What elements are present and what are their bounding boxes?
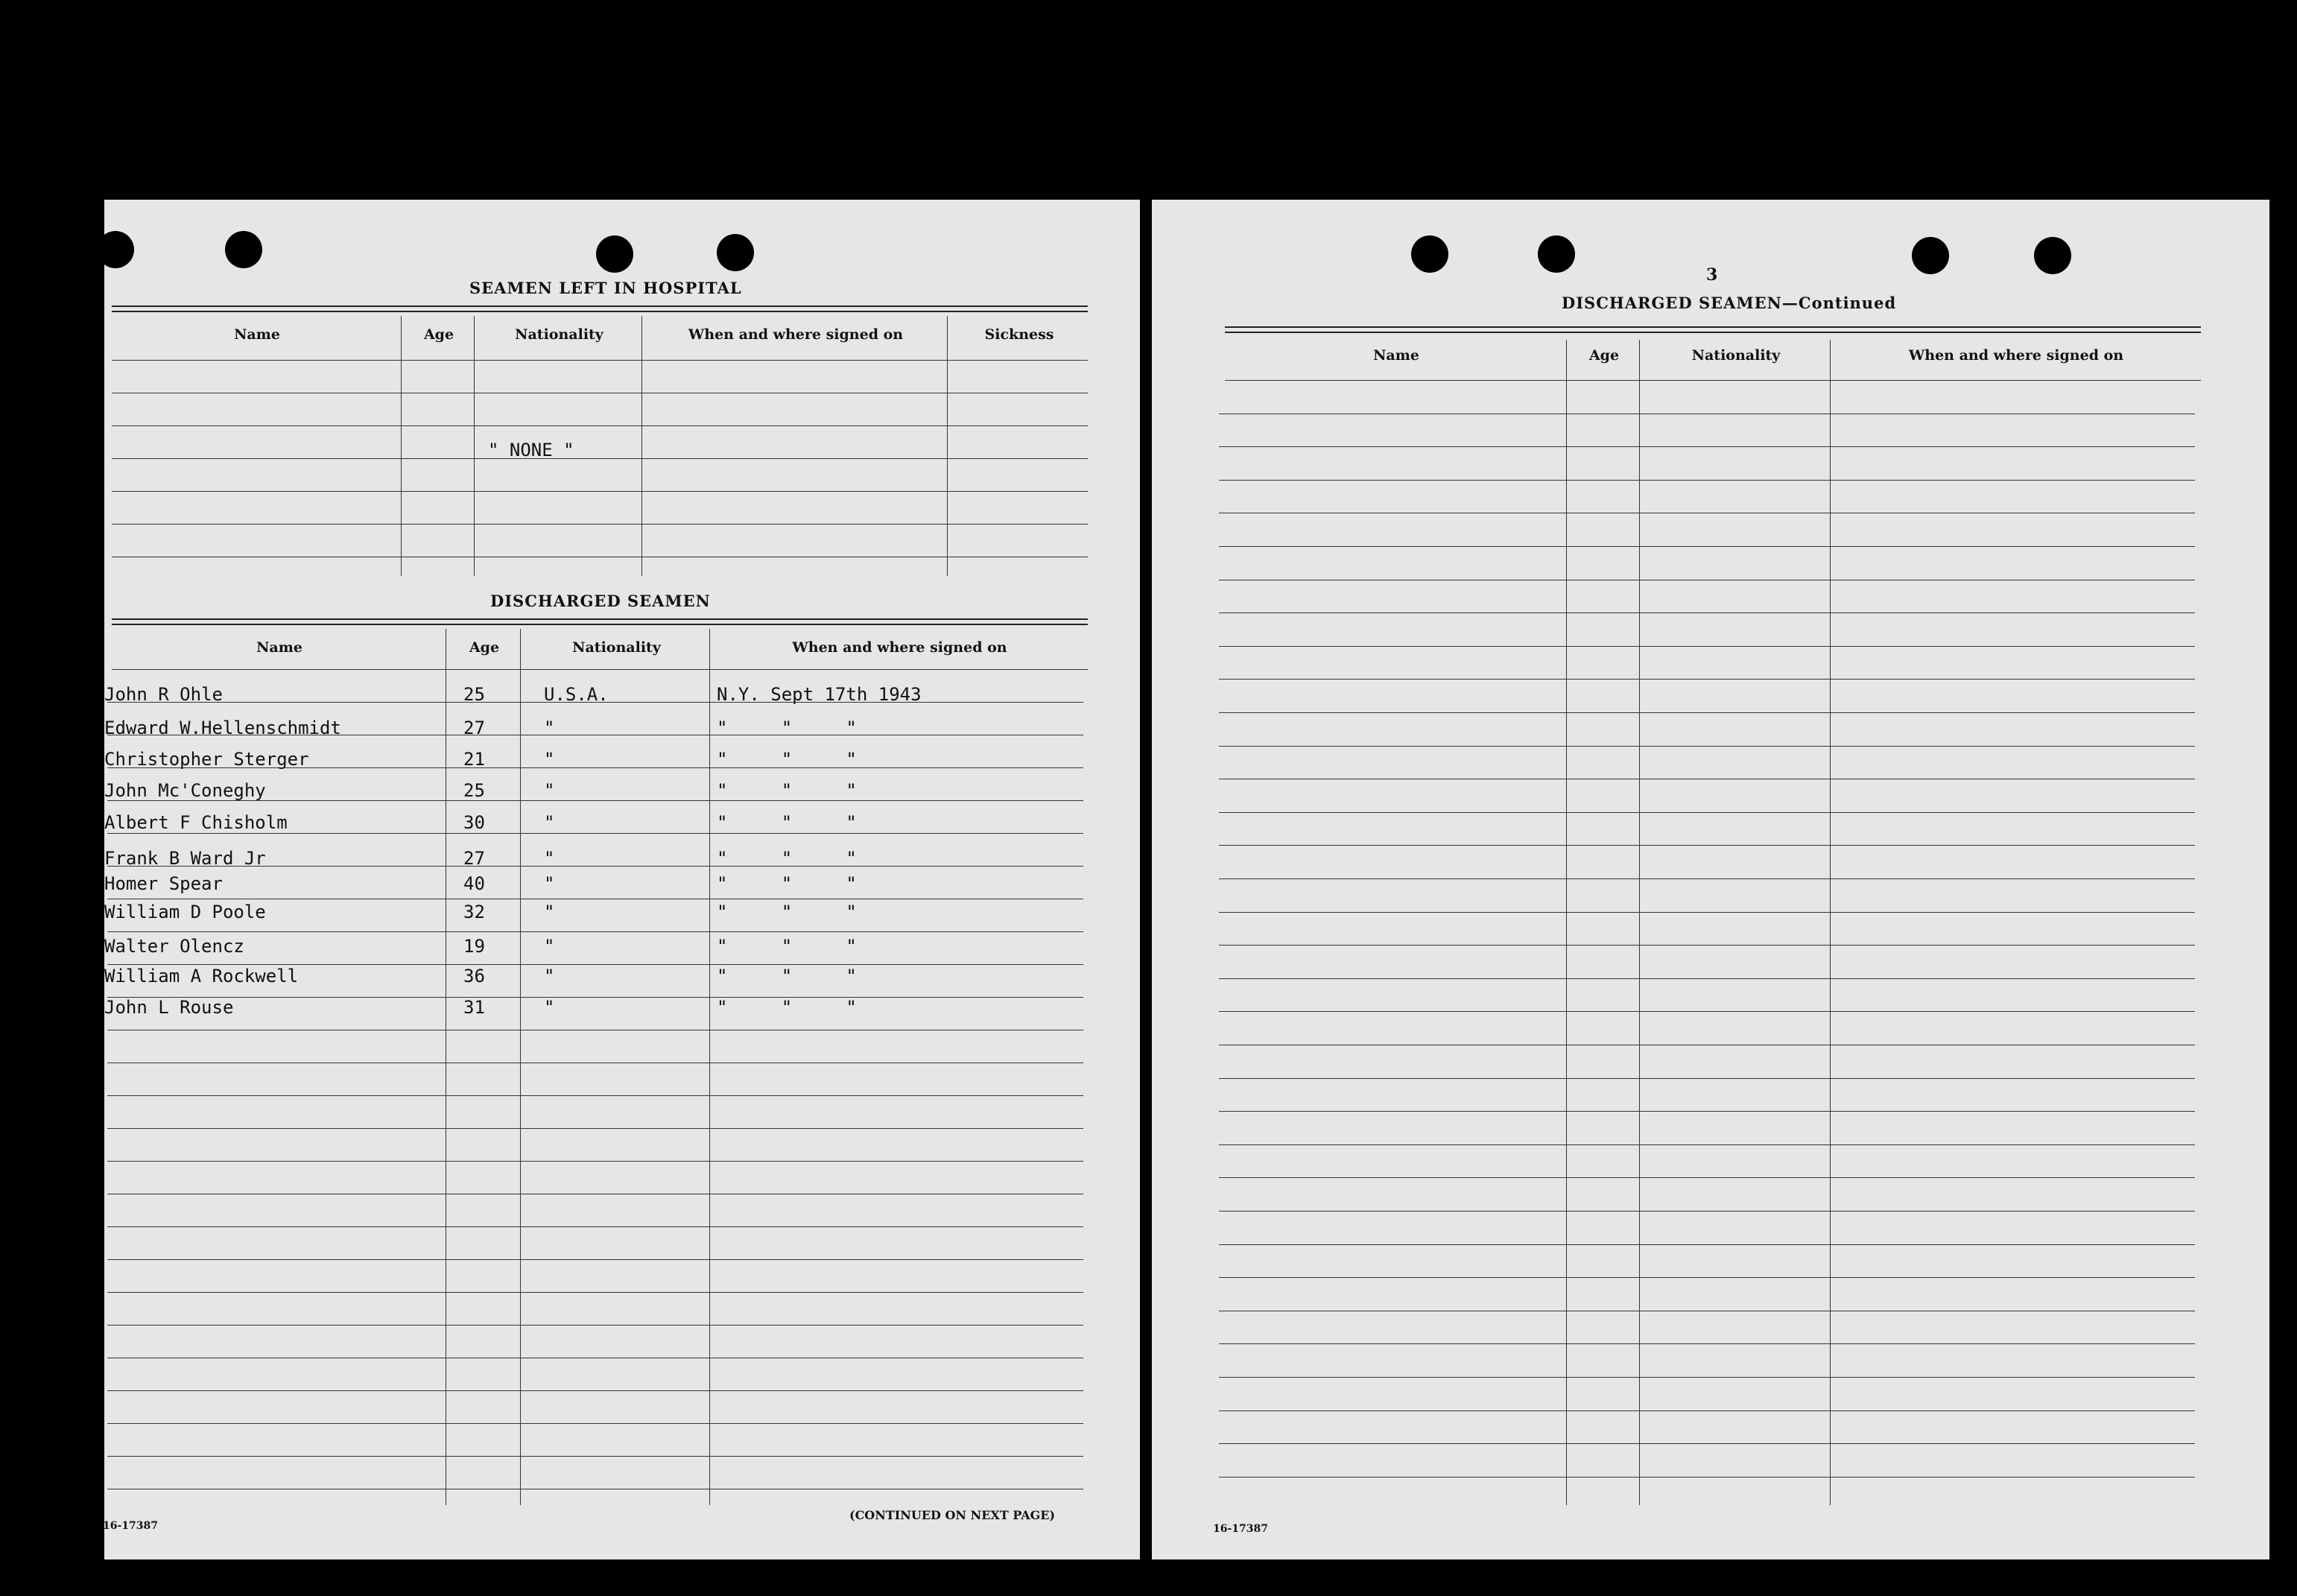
grid-line bbox=[1219, 878, 2195, 879]
grid-line bbox=[1219, 612, 2195, 613]
header-rule bbox=[112, 305, 1088, 312]
grid-line bbox=[474, 316, 475, 576]
grid-line bbox=[1219, 546, 2195, 547]
seaman-nationality: " bbox=[544, 780, 555, 801]
seaman-signed-on: " " " bbox=[717, 780, 857, 801]
seaman-name: Frank B Ward Jr bbox=[104, 848, 266, 869]
punch-hole bbox=[596, 235, 633, 273]
table-row bbox=[104, 848, 1088, 873]
punch-hole bbox=[1912, 237, 1949, 274]
grid-line bbox=[1219, 1477, 2195, 1478]
grid-line bbox=[112, 360, 1088, 361]
grid-line bbox=[1219, 912, 2195, 913]
seaman-name: Homer Spear bbox=[104, 873, 223, 894]
seaman-age: 19 bbox=[463, 936, 485, 957]
col-header-name: Name bbox=[256, 639, 302, 656]
grid-line bbox=[1219, 1343, 2195, 1344]
grid-line bbox=[107, 964, 1083, 965]
grid-line bbox=[107, 1095, 1083, 1096]
seaman-age: 25 bbox=[463, 780, 485, 801]
seaman-signed-on: " " " bbox=[717, 718, 857, 738]
page-number: 3 bbox=[1706, 265, 1718, 285]
col-header-name: Name bbox=[1373, 347, 1419, 364]
punch-hole bbox=[2034, 237, 2071, 274]
col-header-nationality: Nationality bbox=[1691, 347, 1781, 364]
grid-line bbox=[1219, 646, 2195, 647]
punch-hole bbox=[225, 231, 262, 268]
grid-line bbox=[1566, 340, 1567, 1505]
seaman-age: 32 bbox=[463, 902, 485, 922]
grid-line bbox=[107, 1325, 1083, 1326]
seaman-name: William D Poole bbox=[104, 902, 266, 922]
grid-line bbox=[1219, 1211, 2195, 1212]
right-page bbox=[1152, 200, 2269, 1559]
seaman-name: Christopher Sterger bbox=[104, 749, 309, 770]
grid-line bbox=[1219, 446, 2195, 447]
grid-line bbox=[112, 524, 1088, 525]
grid-line bbox=[1219, 845, 2195, 846]
grid-line bbox=[112, 425, 1088, 426]
col-header-age: Age bbox=[423, 326, 454, 343]
grid-line bbox=[107, 1456, 1083, 1457]
grid-line bbox=[1219, 1177, 2195, 1178]
seaman-signed-on: " " " bbox=[717, 966, 857, 987]
seaman-nationality: " bbox=[544, 749, 555, 770]
seaman-signed-on: " " " bbox=[717, 812, 857, 833]
punch-hole bbox=[1538, 235, 1575, 273]
col-header-age: Age bbox=[469, 639, 500, 656]
grid-line bbox=[1225, 380, 2201, 381]
seaman-signed-on: " " " bbox=[717, 873, 857, 894]
header-rule bbox=[112, 618, 1088, 625]
grid-line bbox=[1219, 1078, 2195, 1079]
discharged-continued-title: DISCHARGED SEAMEN—Continued bbox=[1562, 294, 1897, 312]
seaman-nationality: " bbox=[544, 873, 555, 894]
seaman-signed-on: " " " bbox=[717, 902, 857, 922]
grid-line bbox=[1219, 1144, 2195, 1145]
grid-line bbox=[107, 1390, 1083, 1391]
grid-line bbox=[1219, 1277, 2195, 1278]
punch-hole bbox=[97, 231, 134, 268]
seaman-age: 36 bbox=[463, 966, 485, 987]
table-row bbox=[104, 997, 1088, 1022]
left-page bbox=[104, 200, 1140, 1559]
seaman-nationality: " bbox=[544, 997, 555, 1018]
seaman-nationality: U.S.A. bbox=[544, 684, 609, 705]
grid-line bbox=[1830, 340, 1831, 1505]
col-header-nationality: Nationality bbox=[515, 326, 603, 343]
grid-line bbox=[641, 316, 642, 576]
continued-note: (CONTINUED ON NEXT PAGE) bbox=[849, 1508, 1056, 1522]
grid-line bbox=[107, 1292, 1083, 1293]
grid-line bbox=[1219, 480, 2195, 481]
table-row bbox=[104, 966, 1088, 991]
seaman-age: 21 bbox=[463, 749, 485, 770]
table-row bbox=[104, 812, 1088, 837]
seaman-name: Walter Olencz bbox=[104, 936, 244, 957]
table-row bbox=[104, 780, 1088, 805]
seaman-signed-on: " " " bbox=[717, 848, 857, 869]
grid-line bbox=[1219, 746, 2195, 747]
seaman-name: Edward W.Hellenschmidt bbox=[104, 718, 341, 738]
grid-line bbox=[1219, 712, 2195, 713]
grid-line bbox=[107, 1128, 1083, 1129]
seaman-signed-on: " " " bbox=[717, 997, 857, 1018]
seaman-age: 31 bbox=[463, 997, 485, 1018]
seaman-nationality: " bbox=[544, 718, 555, 738]
seaman-name: John L Rouse bbox=[104, 997, 234, 1018]
grid-line bbox=[107, 1259, 1083, 1260]
seaman-age: 40 bbox=[463, 873, 485, 894]
col-header-signed-on: When and where signed on bbox=[688, 326, 904, 343]
grid-line bbox=[947, 316, 948, 576]
grid-line bbox=[107, 931, 1083, 932]
grid-line bbox=[107, 1161, 1083, 1162]
grid-line bbox=[1219, 1410, 2195, 1411]
grid-line bbox=[1219, 945, 2195, 946]
grid-line bbox=[1219, 1244, 2195, 1245]
seaman-signed-on: " " " bbox=[717, 749, 857, 770]
col-header-signed-on: When and where signed on bbox=[792, 639, 1007, 656]
seaman-nationality: " bbox=[544, 936, 555, 957]
grid-line bbox=[107, 1226, 1083, 1227]
table-row bbox=[104, 936, 1088, 961]
seaman-name: John Mc'Coneghy bbox=[104, 780, 266, 801]
table-row bbox=[104, 902, 1088, 927]
seaman-age: 30 bbox=[463, 812, 485, 833]
seaman-nationality: " bbox=[544, 812, 555, 833]
grid-line bbox=[401, 316, 402, 576]
table-row bbox=[104, 749, 1088, 774]
punch-hole bbox=[1411, 235, 1448, 273]
table-row bbox=[104, 718, 1088, 743]
grid-line bbox=[1219, 812, 2195, 813]
seaman-age: 25 bbox=[463, 684, 485, 705]
seaman-nationality: " bbox=[544, 966, 555, 987]
grid-line bbox=[1639, 340, 1640, 1505]
seaman-age: 27 bbox=[463, 848, 485, 869]
hospital-none-entry: " NONE " bbox=[488, 440, 574, 460]
form-number: 16-17387 bbox=[1213, 1523, 1268, 1535]
col-header-sickness: Sickness bbox=[984, 326, 1054, 343]
grid-line bbox=[1219, 679, 2195, 680]
punch-hole bbox=[717, 234, 754, 271]
grid-line bbox=[1219, 1111, 2195, 1112]
discharged-section-title: DISCHARGED SEAMEN bbox=[490, 592, 711, 610]
col-header-signed-on: When and where signed on bbox=[1908, 347, 2124, 364]
seaman-nationality: " bbox=[544, 902, 555, 922]
hospital-section-title: SEAMEN LEFT IN HOSPITAL bbox=[469, 279, 742, 297]
grid-line bbox=[112, 458, 1088, 459]
grid-line bbox=[1219, 1011, 2195, 1012]
seaman-signed-on: N.Y. Sept 17th 1943 bbox=[717, 684, 922, 705]
col-header-age: Age bbox=[1588, 347, 1620, 364]
seaman-name: Albert F Chisholm bbox=[104, 812, 288, 833]
form-number: 16-17387 bbox=[103, 1520, 158, 1532]
grid-line bbox=[1219, 1377, 2195, 1378]
header-rule bbox=[1225, 326, 2201, 333]
seaman-name: William A Rockwell bbox=[104, 966, 299, 987]
grid-line bbox=[107, 1423, 1083, 1424]
col-header-name: Name bbox=[234, 326, 280, 343]
seaman-signed-on: " " " bbox=[717, 936, 857, 957]
grid-line bbox=[1219, 1443, 2195, 1444]
grid-line bbox=[1219, 978, 2195, 979]
grid-line bbox=[112, 669, 1088, 670]
seaman-name: John R Ohle bbox=[104, 684, 223, 705]
table-row bbox=[104, 873, 1088, 899]
table-row bbox=[104, 684, 1088, 709]
grid-line bbox=[112, 491, 1088, 492]
seaman-age: 27 bbox=[463, 718, 485, 738]
seaman-nationality: " bbox=[544, 848, 555, 869]
col-header-nationality: Nationality bbox=[572, 639, 661, 656]
